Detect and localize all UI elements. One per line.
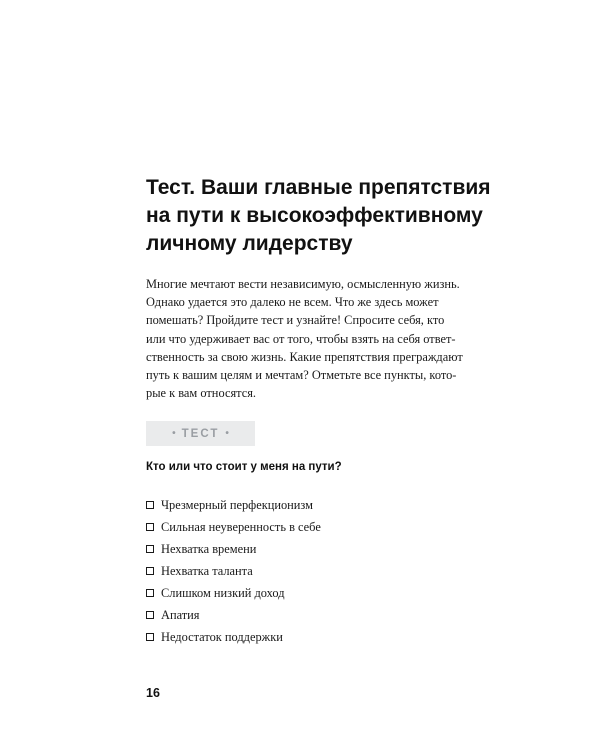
intro-line: Многие мечтают вести независимую, осмысленную жизнь. bbox=[146, 277, 460, 291]
checkbox-icon[interactable] bbox=[146, 567, 154, 575]
checklist-item[interactable] bbox=[146, 494, 321, 516]
intro-paragraph bbox=[146, 275, 566, 402]
checklist-item-label: Недостаток поддержки bbox=[161, 629, 283, 644]
checkbox-icon[interactable] bbox=[146, 545, 154, 553]
checklist-item-label: Нехватка времени bbox=[161, 541, 257, 556]
intro-line: помешать? Пройдите тест и узнайте! Спросите себя, кто bbox=[146, 313, 445, 328]
intro-line: или что удерживает вас от того, чтобы взять на себя ответ- bbox=[146, 331, 456, 346]
intro-line: путь к вашим целям и мечтам? Отметьте все пункты, кото- bbox=[146, 368, 457, 383]
intro-line: рые к вам относятся. bbox=[146, 386, 257, 401]
obstacle-checklist bbox=[146, 494, 321, 648]
checklist-item[interactable] bbox=[146, 560, 321, 582]
checklist-item[interactable] bbox=[146, 604, 321, 626]
checklist-item-label: Слишком низкий доход bbox=[161, 585, 285, 600]
title-line: на пути к высокоэффективному bbox=[146, 204, 483, 227]
test-badge-label: ТЕСТ bbox=[181, 427, 220, 440]
intro-line: ственность за свою жизнь. Какие препятствия преграждают bbox=[146, 349, 463, 364]
checkbox-icon[interactable] bbox=[146, 633, 154, 641]
checklist-item-label: Чрезмерный перфекционизм bbox=[161, 497, 313, 512]
checklist-item[interactable] bbox=[146, 582, 321, 604]
bullet-dot-icon: • bbox=[225, 428, 229, 439]
title-line: Тест. Ваши главные препятствия bbox=[146, 176, 491, 199]
intro-line: Однако удается это далеко не всем. Что же здесь может bbox=[146, 295, 439, 310]
checklist-item-label: Сильная неуверенность в себе bbox=[161, 519, 321, 534]
checkbox-icon[interactable] bbox=[146, 589, 154, 597]
bullet-dot-icon: • bbox=[172, 428, 176, 439]
checklist-item-label: Апатия bbox=[161, 607, 200, 622]
checklist-item-label: Нехватка таланта bbox=[161, 563, 253, 578]
page-title bbox=[146, 174, 566, 258]
checklist-item[interactable] bbox=[146, 516, 321, 538]
checkbox-icon[interactable] bbox=[146, 611, 154, 619]
checklist-item[interactable] bbox=[146, 538, 321, 560]
checklist-item[interactable] bbox=[146, 626, 321, 648]
test-question: Кто или что стоит у меня на пути? bbox=[146, 461, 342, 473]
checkbox-icon[interactable] bbox=[146, 501, 154, 509]
title-line: личному лидерству bbox=[146, 232, 353, 255]
page-number: 16 bbox=[146, 686, 160, 700]
checkbox-icon[interactable] bbox=[146, 523, 154, 531]
test-badge bbox=[146, 421, 255, 446]
